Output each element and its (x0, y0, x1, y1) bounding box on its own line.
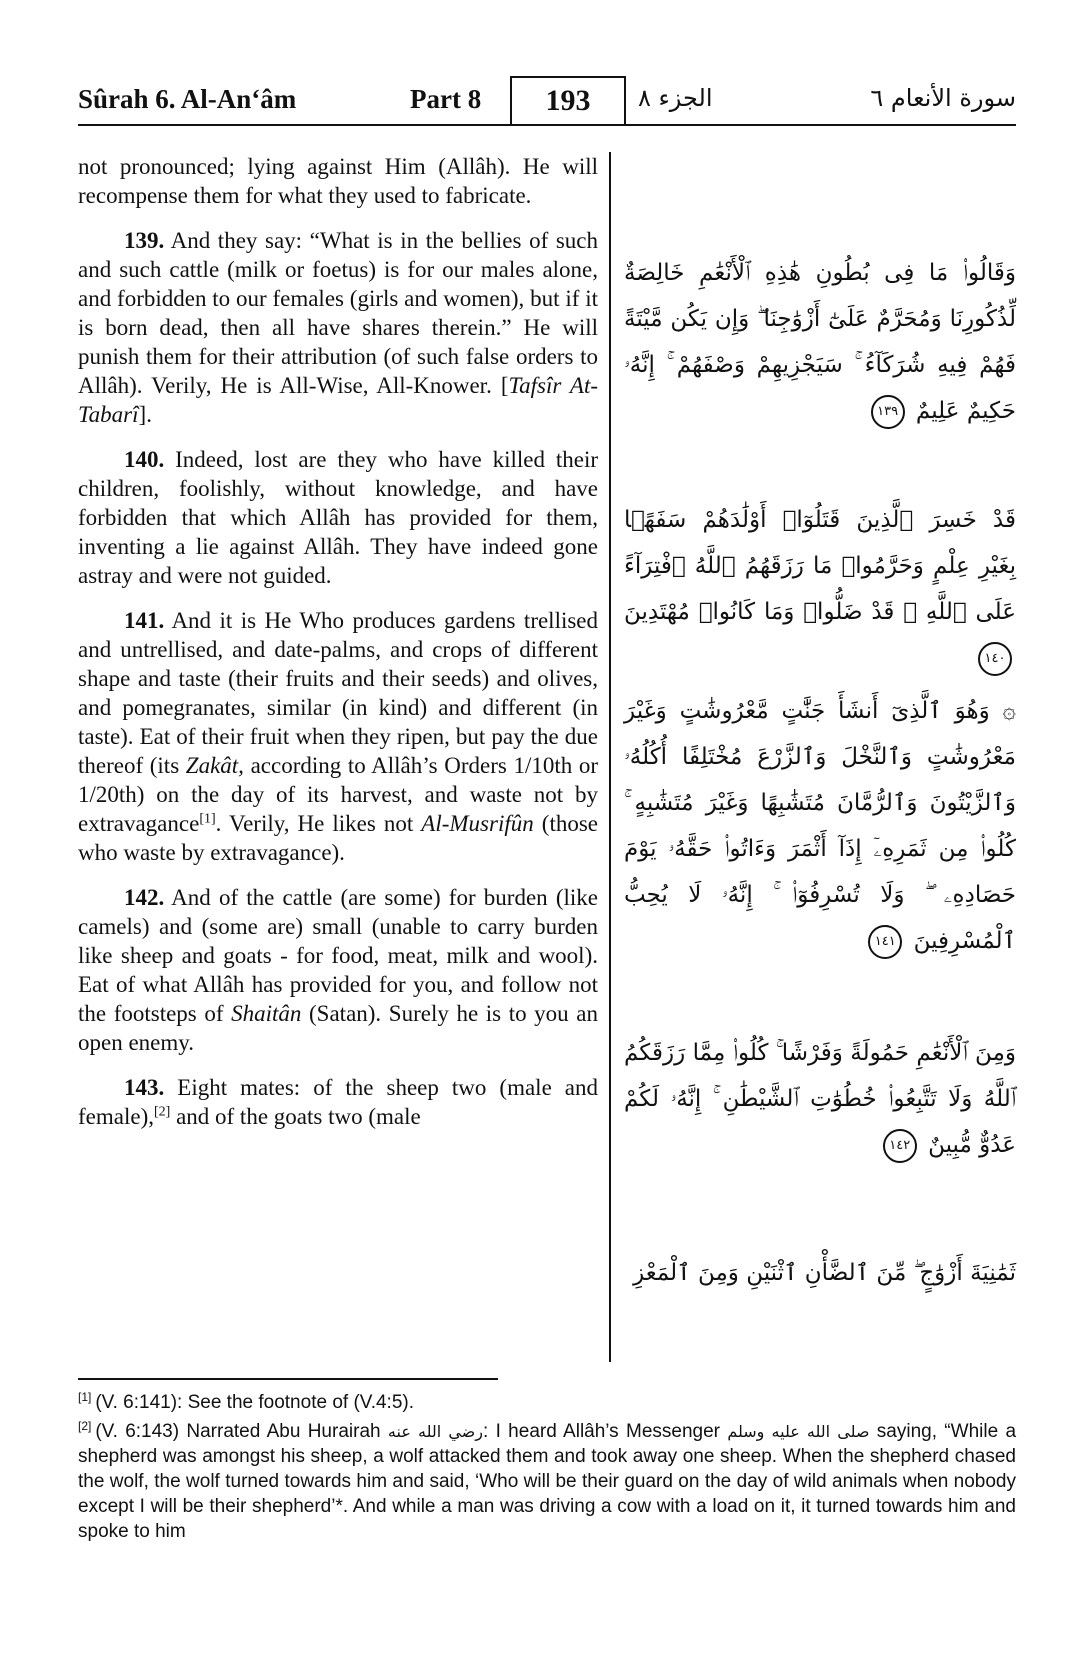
english-column (78, 152, 598, 1147)
footnote-marker: [2] (153, 1104, 171, 1120)
verse-text: Indeed, lost are they who have killed their children, foolishly, without knowledge, and have forbidden that which Allâh has provided for them, inventing a lie against Allâh. They have indeed gone astray and were not guided. (78, 447, 598, 588)
shaitan-term: Shaitân (231, 1001, 302, 1026)
verse-text: Eight mates: of the sheep two (male and female), (78, 1075, 599, 1129)
tafsir-reference: Tafsîr At-Tabarî (78, 373, 599, 427)
verse-text: (Satan). Surely he is to you an open enemy. (78, 1001, 598, 1055)
ayah-end-marker: ١٤٠ (978, 642, 1012, 676)
arabic-verse-142 (624, 1030, 1016, 1168)
continuation-paragraph (78, 152, 598, 210)
ayah-end-marker: ١٣٩ (871, 395, 905, 429)
footnote-marker: [1] (199, 811, 216, 827)
column-divider (609, 152, 611, 1362)
honorific-arabic: رضي الله عنه (387, 1422, 483, 1441)
verse-text: And it is He Who produces gardens trellised and untrellised, and date-palms, and crops of different shape and taste (their fruits and their seeds) and olives, and pomegranates, similar (in kind) and different (in taste). Eat of their fruit when they ripen, but pay the due thereof (its (78, 608, 599, 778)
verse-text: according to Allâh’s Orders 1/10th or 1/20th) on the day of its harvest, and waste not by extravagance (78, 753, 599, 836)
juz-label-arabic: الجزء ٨ (638, 84, 713, 112)
footnote-1: [1] (V. 6:141): See the footnote of (V.4:5). (78, 1389, 414, 1413)
footnote-text: saying, “While a shepherd was amongst his sheep, a wolf attacked them and took away one sheep. When the shepherd chased the wolf, the wolf turned towards him and said, ‘Who will be their guard on the day of wild animals when nobody except I will be their shepherd’*. And while a man was driving a cow with a load on it, it turned towards him and spoke to him (78, 1421, 1017, 1542)
continuation-text: not pronounced; lying against Him (Allâh). He will recompense them for what they used to fabricate. (78, 154, 598, 208)
verse-text: And of the cattle (are some) for burden (like camels) and (some are) small (unable to carry burden like sheep and goats - for food, meat, milk and wool). Eat of what Allâh has provided for you, and follow not the footsteps of (78, 885, 598, 1026)
verse-number: 143 (124, 1075, 159, 1100)
footnotes (78, 1390, 1016, 1548)
verse-text: and of the goats two (male (176, 1104, 421, 1129)
verse-text: And they say: “What is in the bellies of such and such cattle (milk or foetus) is for our males alone, and forbidden to our females (girls and women), but if it is born dead, then all have shares therein.” He will punish them for their attribution (of such false orders to Allâh). Verily, He is All-Wise, All-Knower. (78, 228, 598, 398)
arabic-verse-text: وَقَالُوا۟ مَا فِى بُطُونِ هَٰذِهِ ٱلْأَنْعَٰمِ خَالِصَةٌ لِّذُكُورِنَا وَمُحَرَّمٌ عَلَىٰٓ أَزْوَٰجِنَا ۖ وَإِن يَكُن مَّيْتَةً فَهُمْ فِيهِ شُرَكَآءُ ۚ سَيَجْزِيهِمْ وَصْفَهُمْ ۚ إِنَّهُۥ حَكِيمٌ عَلِيمٌ (624, 260, 1016, 424)
arabic-verse-139 (624, 250, 1016, 434)
ref-bracket: ]. (138, 402, 152, 427)
arabic-verse-141 (624, 688, 1016, 964)
ayah-end-marker: ١٤١ (868, 925, 902, 959)
arabic-verse-text: ثَمَٰنِيَةَ أَزْوَٰجٍ ۖ مِّنَ ٱلضَّأْنِ ٱثْنَيْنِ وَمِنَ ٱلْمَعْزِ (633, 1260, 1016, 1286)
zakat-term: Zakât, (185, 753, 244, 778)
verse-140: 140. Indeed, lost are they who have killed their children, foolishly, without knowledge, and have forbidden that which Allâh has provided for them, inventing a lie against Allâh. They have indeed gone astray and were not guided. (78, 447, 598, 588)
page-number-box (510, 76, 626, 124)
verse-139: 139. And they say: “What is in the bellies of such and such cattle (milk or foetus) is for our males alone, and forbidden to our females (girls and women), but if it is born dead, then all have shares therein.” He will punish them for their attribution (of such false orders to Allâh). Verily, He is All-Wise, All-Knower. [Tafsîr At-Tabarî]. (78, 228, 599, 427)
verse-number: 140 (124, 447, 159, 472)
honorific-arabic: صلى الله عليه وسلم (727, 1422, 870, 1441)
ref-bracket: [ (500, 373, 509, 398)
footnote-2: [2] (V. 6:143) Narrated Abu Hurairah رضي الله عنه: I heard Allâh’s Messenger صلى الله عليه وسلم saying, “While a shepherd was amongst his sheep, a wolf attacked them and took away one sheep. When the shepherd chased the wolf, the wolf turned towards him and said, ‘Who will be their guard on the day of wild animals when nobody except I will be their shepherd’*. And while a man was driving a cow with a load on it, it turned towards him and spoke to him (78, 1418, 1017, 1542)
header-divider (78, 124, 1016, 126)
ayah-end-marker: ١٤٢ (883, 1129, 917, 1163)
verse-143: 143. Eight mates: of the sheep two (male and female),[2] and of the goats two (male (78, 1075, 599, 1129)
verse-number: 139 (124, 228, 159, 253)
arabic-verse-140 (624, 497, 1016, 681)
verse-141: 141. And it is He Who produces gardens trellised and untrellised, and date-palms, and crops of different shape and taste (their fruits and their seeds) and olives, and pomegranates, similar (in kind) and different (in taste). Eat of their fruit when they ripen, but pay the due thereof (its Zakât, according to Allâh’s Orders 1/10th or 1/20th) on the day of its harvest, and waste not by extravagance[1]. Verily, He likes not Al-Musrifûn (those who waste by extravagance). (78, 608, 599, 865)
footnote-text: : I heard Allâh’s Messenger (482, 1421, 720, 1442)
page-header (78, 72, 1016, 124)
arabic-verse-text: وَمِنَ ٱلْأَنْعَٰمِ حَمُولَةً وَفَرْشًا ۚ كُلُوا۟ مِمَّا رَزَقَكُمُ ٱللَّهُ وَلَا تَتَّبِعُوا۟ خُطُوَٰتِ ٱلشَّيْطَٰنِ ۚ إِنَّهُۥ لَكُمْ عَدُوٌّ مُّبِينٌ (624, 1040, 1016, 1158)
footnote-divider (78, 1378, 498, 1380)
arabic-verse-text: قَدْ خَسِرَ ٱلَّذِينَ قَتَلُوٓا۟ أَوْلَٰدَهُمْ سَفَهًۢا بِغَيْرِ عِلْمٍ وَحَرَّمُوا۟ مَا رَزَقَهُمُ ٱللَّهُ ٱفْتِرَآءً عَلَى ٱللَّهِ ۚ قَدْ ضَلُّوا۟ وَمَا كَانُوا۟ مُهْتَدِينَ (624, 507, 1016, 625)
musrifun-term: Al-Musrifûn (421, 811, 534, 836)
surah-title: Sûrah 6. Al-An‘âm (78, 84, 297, 114)
verse-142: 142. And of the cattle (are some) for burden (like camels) and (some are) small (unable to carry burden like sheep and goats - for food, meat, milk and wool). Eat of what Allâh has provided for you, and follow not the footsteps of Shaitân (Satan). Surely he is to you an open enemy. (78, 885, 598, 1055)
verse-number: 141 (124, 608, 159, 633)
footnote-text: (V. 6:143) Narrated Abu Hurairah (95, 1421, 381, 1442)
footnote-text: (V. 6:141): See the footnote of (V.4:5). (95, 1392, 414, 1413)
arabic-verse-143 (624, 1250, 1016, 1296)
surah-title-arabic: سورة الأنعام ٦ (870, 84, 1016, 112)
verse-number: 142 (124, 885, 159, 910)
verse-text: (those who waste by extravagance). (78, 811, 599, 865)
part-label: Part 8 (410, 84, 482, 114)
page-number: 193 (545, 84, 591, 117)
arabic-verse-text: ۞ وَهُوَ ٱلَّذِىٓ أَنشَأَ جَنَّٰتٍ مَّعْرُوشَٰتٍ وَغَيْرَ مَعْرُوشَٰتٍ وَٱلنَّخْلَ وَٱلزَّرْعَ مُخْتَلِفًا أُكُلُهُۥ وَٱلزَّيْتُونَ وَٱلرُّمَّانَ مُتَشَٰبِهًا وَغَيْرَ مُتَشَٰبِهٍ ۚ كُلُوا۟ مِن ثَمَرِهِۦٓ إِذَآ أَثْمَرَ وَءَاتُوا۟ حَقَّهُۥ يَوْمَ حَصَادِهِۦ ۖ وَلَا تُسْرِفُوٓا۟ ۚ إِنَّهُۥ لَا يُحِبُّ ٱلْمُسْرِفِينَ (624, 698, 1016, 954)
verse-text: . Verily, He likes not (215, 811, 414, 836)
